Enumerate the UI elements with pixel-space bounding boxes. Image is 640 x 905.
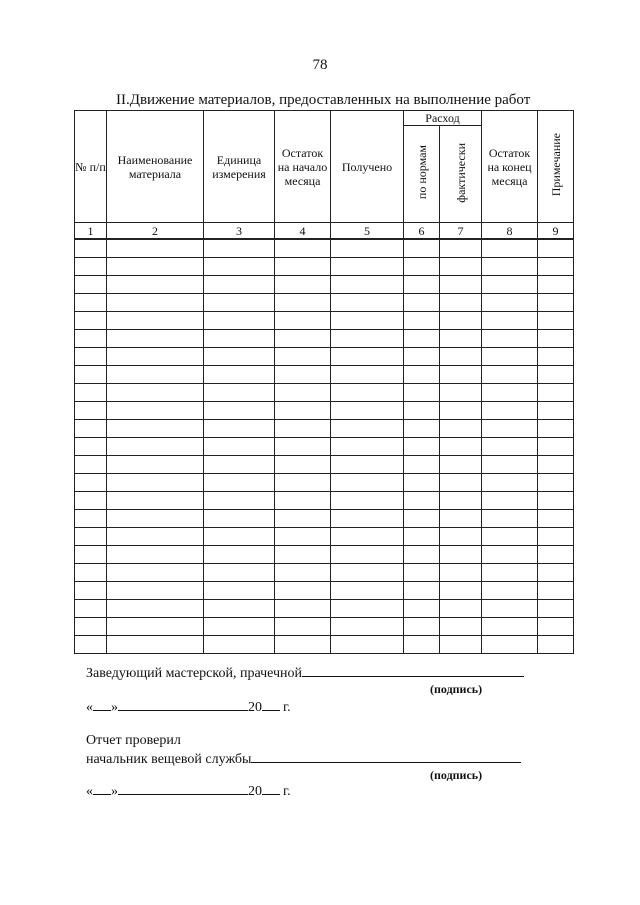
table-cell[interactable] <box>440 456 482 474</box>
table-cell[interactable] <box>482 294 538 312</box>
table-cell[interactable] <box>538 600 574 618</box>
table-cell[interactable] <box>107 600 204 618</box>
page-number: 78 <box>312 57 328 73</box>
chief-signature-blank[interactable] <box>251 750 521 763</box>
table-cell[interactable] <box>538 402 574 420</box>
table-cell[interactable] <box>482 420 538 438</box>
table-cell[interactable] <box>482 564 538 582</box>
column-number: 8 <box>482 223 538 240</box>
table-cell[interactable] <box>538 528 574 546</box>
table-cell[interactable] <box>75 348 107 366</box>
table-cell[interactable] <box>482 438 538 456</box>
table-cell[interactable] <box>275 582 331 600</box>
table-cell[interactable] <box>107 528 204 546</box>
column-number: 3 <box>204 223 275 240</box>
table-row <box>75 366 574 384</box>
table-cell[interactable] <box>275 348 331 366</box>
table-cell[interactable] <box>331 636 404 654</box>
table-cell[interactable] <box>204 294 275 312</box>
table-row <box>75 330 574 348</box>
table-cell[interactable] <box>275 312 331 330</box>
column-number-row <box>75 223 574 240</box>
table-cell[interactable] <box>275 384 331 402</box>
table-cell[interactable] <box>331 474 404 492</box>
table-cell[interactable] <box>440 510 482 528</box>
table-cell[interactable] <box>404 402 440 420</box>
table-cell[interactable] <box>482 474 538 492</box>
table-cell[interactable] <box>204 348 275 366</box>
table-cell[interactable] <box>204 330 275 348</box>
table-cell[interactable] <box>538 438 574 456</box>
table-cell[interactable] <box>75 258 107 276</box>
table-cell[interactable] <box>275 438 331 456</box>
table-cell[interactable] <box>538 618 574 636</box>
table-cell[interactable] <box>204 528 275 546</box>
table-row <box>75 564 574 582</box>
head-signature-caption: (подпись) <box>430 682 483 696</box>
table-cell[interactable] <box>75 294 107 312</box>
table-cell[interactable] <box>538 239 574 258</box>
table-cell[interactable] <box>75 618 107 636</box>
date-close: » <box>111 784 118 799</box>
table-cell[interactable] <box>331 366 404 384</box>
table-row <box>75 636 574 654</box>
table-cell[interactable] <box>204 582 275 600</box>
table-cell[interactable] <box>204 276 275 294</box>
table-cell[interactable] <box>482 384 538 402</box>
table-row <box>75 510 574 528</box>
table-cell[interactable] <box>331 276 404 294</box>
table-cell[interactable] <box>482 348 538 366</box>
table-cell[interactable] <box>538 582 574 600</box>
table-cell[interactable] <box>275 600 331 618</box>
table-cell[interactable] <box>538 276 574 294</box>
table-cell[interactable] <box>75 600 107 618</box>
table-cell[interactable] <box>331 618 404 636</box>
table-cell[interactable] <box>482 528 538 546</box>
table-row <box>75 312 574 330</box>
table-cell[interactable] <box>404 492 440 510</box>
table-cell[interactable] <box>331 546 404 564</box>
header-num: № п/п <box>75 111 107 223</box>
table-cell[interactable] <box>275 510 331 528</box>
table-cell[interactable] <box>107 294 204 312</box>
table-cell[interactable] <box>75 546 107 564</box>
table-cell[interactable] <box>404 474 440 492</box>
table-row <box>75 402 574 420</box>
table-cell[interactable] <box>482 276 538 294</box>
table-cell[interactable] <box>75 564 107 582</box>
header-expense-actual-text: фактически <box>453 142 468 203</box>
table-row <box>75 420 574 438</box>
table-cell[interactable] <box>440 546 482 564</box>
table-cell[interactable] <box>107 420 204 438</box>
table-cell[interactable] <box>440 366 482 384</box>
table-cell[interactable] <box>75 276 107 294</box>
table-cell[interactable] <box>440 636 482 654</box>
table-cell[interactable] <box>75 456 107 474</box>
table-row <box>75 456 574 474</box>
table-cell[interactable] <box>440 474 482 492</box>
table-cell[interactable] <box>404 276 440 294</box>
table-cell[interactable] <box>75 366 107 384</box>
table-cell[interactable] <box>107 366 204 384</box>
table-cell[interactable] <box>107 564 204 582</box>
table-cell[interactable] <box>331 582 404 600</box>
table-cell[interactable] <box>440 276 482 294</box>
header-start-balance: Остаток на начало месяца <box>275 111 331 223</box>
date-close: » <box>111 700 118 715</box>
table-cell[interactable] <box>404 366 440 384</box>
table-cell[interactable] <box>404 438 440 456</box>
table-cell[interactable] <box>204 438 275 456</box>
table-cell[interactable] <box>275 294 331 312</box>
table-cell[interactable] <box>275 528 331 546</box>
table-row <box>75 474 574 492</box>
table-cell[interactable] <box>440 528 482 546</box>
table-cell[interactable] <box>482 546 538 564</box>
table-cell[interactable] <box>331 492 404 510</box>
table-cell[interactable] <box>275 564 331 582</box>
table-cell[interactable] <box>275 366 331 384</box>
year-prefix: 20 <box>248 784 262 799</box>
table-cell[interactable] <box>404 618 440 636</box>
date-line-1 <box>86 698 291 716</box>
table-cell[interactable] <box>538 510 574 528</box>
table-row <box>75 546 574 564</box>
table-cell[interactable] <box>331 330 404 348</box>
column-number: 1 <box>75 223 107 240</box>
header-name: Наименование материала <box>107 111 204 223</box>
table-row <box>75 528 574 546</box>
table-cell[interactable] <box>204 492 275 510</box>
table-cell[interactable] <box>404 636 440 654</box>
table-cell[interactable] <box>482 239 538 258</box>
table-cell[interactable] <box>75 330 107 348</box>
table-cell[interactable] <box>107 636 204 654</box>
table-cell[interactable] <box>331 528 404 546</box>
table-cell[interactable] <box>482 456 538 474</box>
table-row <box>75 384 574 402</box>
table-cell[interactable] <box>538 420 574 438</box>
table-cell[interactable] <box>107 348 204 366</box>
table-cell[interactable] <box>331 438 404 456</box>
table-cell[interactable] <box>404 294 440 312</box>
table-cell[interactable] <box>107 546 204 564</box>
table-cell[interactable] <box>440 438 482 456</box>
table-cell[interactable] <box>538 312 574 330</box>
table-cell[interactable] <box>204 258 275 276</box>
table-cell[interactable] <box>204 239 275 258</box>
table-cell[interactable] <box>75 636 107 654</box>
year-suffix: г. <box>283 700 291 715</box>
table-row <box>75 239 574 258</box>
table-cell[interactable] <box>204 600 275 618</box>
table-cell[interactable] <box>275 474 331 492</box>
table-cell[interactable] <box>538 330 574 348</box>
table-cell[interactable] <box>75 474 107 492</box>
table-cell[interactable] <box>107 276 204 294</box>
table-cell[interactable] <box>107 618 204 636</box>
table-cell[interactable] <box>107 258 204 276</box>
table-cell[interactable] <box>440 618 482 636</box>
table-cell[interactable] <box>107 330 204 348</box>
table-cell[interactable] <box>404 312 440 330</box>
table-cell[interactable] <box>107 456 204 474</box>
date-open: « <box>86 700 93 715</box>
table-cell[interactable] <box>107 384 204 402</box>
table-cell[interactable] <box>75 582 107 600</box>
table-cell[interactable] <box>538 546 574 564</box>
table-cell[interactable] <box>404 330 440 348</box>
table-cell[interactable] <box>204 564 275 582</box>
table-cell[interactable] <box>404 239 440 258</box>
table-cell[interactable] <box>404 528 440 546</box>
table-row <box>75 294 574 312</box>
table-cell[interactable] <box>107 312 204 330</box>
table-cell[interactable] <box>404 456 440 474</box>
table-cell[interactable] <box>275 258 331 276</box>
table-cell[interactable] <box>275 492 331 510</box>
table-cell[interactable] <box>275 239 331 258</box>
table-cell[interactable] <box>482 258 538 276</box>
table-cell[interactable] <box>440 582 482 600</box>
table-cell[interactable] <box>107 582 204 600</box>
table-cell[interactable] <box>482 636 538 654</box>
header-expense-actual <box>440 126 482 223</box>
table-cell[interactable] <box>204 384 275 402</box>
table-cell[interactable] <box>331 456 404 474</box>
header-expense-norm-text: по нормам <box>414 145 429 200</box>
chief-label: начальник вещевой службы <box>86 752 252 767</box>
table-cell[interactable] <box>538 492 574 510</box>
head-signature-blank[interactable] <box>302 664 524 677</box>
table-cell[interactable] <box>204 366 275 384</box>
table-cell[interactable] <box>440 239 482 258</box>
table-cell[interactable] <box>482 366 538 384</box>
table-cell[interactable] <box>75 510 107 528</box>
table-cell[interactable] <box>331 258 404 276</box>
table-row <box>75 276 574 294</box>
column-number: 6 <box>404 223 440 240</box>
table-cell[interactable] <box>275 456 331 474</box>
table-cell[interactable] <box>275 636 331 654</box>
checked-label: Отчет проверил <box>86 733 181 748</box>
table-cell[interactable] <box>404 564 440 582</box>
table-cell[interactable] <box>482 600 538 618</box>
date-open: « <box>86 784 93 799</box>
column-number: 7 <box>440 223 482 240</box>
table-cell[interactable] <box>107 492 204 510</box>
table-cell[interactable] <box>275 420 331 438</box>
table-cell[interactable] <box>404 582 440 600</box>
year-blank[interactable] <box>262 782 280 795</box>
table-cell[interactable] <box>275 330 331 348</box>
month-blank[interactable] <box>118 782 248 795</box>
table-cell[interactable] <box>404 600 440 618</box>
table-cell[interactable] <box>275 276 331 294</box>
table-cell[interactable] <box>204 456 275 474</box>
table-cell[interactable] <box>482 492 538 510</box>
table-cell[interactable] <box>204 474 275 492</box>
table-cell[interactable] <box>204 510 275 528</box>
table-cell[interactable] <box>204 636 275 654</box>
table-cell[interactable] <box>275 546 331 564</box>
table-cell[interactable] <box>404 348 440 366</box>
year-prefix: 20 <box>248 700 262 715</box>
table-cell[interactable] <box>440 294 482 312</box>
table-cell[interactable] <box>331 348 404 366</box>
year-suffix: г. <box>283 784 291 799</box>
head-signature-line <box>86 664 524 682</box>
table-cell[interactable] <box>275 402 331 420</box>
table-cell[interactable] <box>538 294 574 312</box>
table-cell[interactable] <box>440 330 482 348</box>
table-cell[interactable] <box>107 474 204 492</box>
table-cell[interactable] <box>404 546 440 564</box>
table-cell[interactable] <box>440 258 482 276</box>
table-cell[interactable] <box>75 420 107 438</box>
column-number: 4 <box>275 223 331 240</box>
table-row <box>75 582 574 600</box>
table-cell[interactable] <box>331 564 404 582</box>
chief-signature-line <box>86 750 521 768</box>
day-blank[interactable] <box>93 782 111 795</box>
materials-table <box>74 110 574 654</box>
table-row <box>75 258 574 276</box>
table-cell[interactable] <box>75 239 107 258</box>
date-line-2 <box>86 782 291 800</box>
table-cell[interactable] <box>404 420 440 438</box>
table-cell[interactable] <box>440 600 482 618</box>
table-cell[interactable] <box>204 402 275 420</box>
table-cell[interactable] <box>440 420 482 438</box>
table-cell[interactable] <box>331 384 404 402</box>
table-cell[interactable] <box>331 294 404 312</box>
table-cell[interactable] <box>538 384 574 402</box>
header-note-text: Примечание <box>548 133 563 197</box>
table-cell[interactable] <box>107 510 204 528</box>
table-cell[interactable] <box>331 420 404 438</box>
month-blank[interactable] <box>118 698 248 711</box>
table-cell[interactable] <box>440 402 482 420</box>
header-expense: Расход <box>404 111 482 126</box>
table-cell[interactable] <box>538 474 574 492</box>
table-cell[interactable] <box>482 402 538 420</box>
table-cell[interactable] <box>107 402 204 420</box>
header-end-balance: Остаток на конец месяца <box>482 111 538 223</box>
header-expense-norm <box>404 126 440 223</box>
head-label: Заведующий мастерской, прачечной <box>86 666 303 681</box>
column-number: 2 <box>107 223 204 240</box>
table-cell[interactable] <box>482 510 538 528</box>
table-cell[interactable] <box>538 564 574 582</box>
table-cell[interactable] <box>331 510 404 528</box>
table-cell[interactable] <box>440 492 482 510</box>
table-cell[interactable] <box>75 438 107 456</box>
table-cell[interactable] <box>482 312 538 330</box>
table-cell[interactable] <box>331 402 404 420</box>
table-cell[interactable] <box>538 366 574 384</box>
header-received: Получено <box>331 111 404 223</box>
table-row <box>75 438 574 456</box>
table-cell[interactable] <box>482 582 538 600</box>
header-note <box>538 111 574 223</box>
table-cell[interactable] <box>440 384 482 402</box>
table-cell[interactable] <box>538 456 574 474</box>
table-cell[interactable] <box>331 312 404 330</box>
table-cell[interactable] <box>538 258 574 276</box>
table-cell[interactable] <box>204 312 275 330</box>
table-cell[interactable] <box>204 618 275 636</box>
column-number: 9 <box>538 223 574 240</box>
table-cell[interactable] <box>538 348 574 366</box>
table-cell[interactable] <box>107 239 204 258</box>
table-cell[interactable] <box>404 258 440 276</box>
table-cell[interactable] <box>538 636 574 654</box>
table-cell[interactable] <box>75 402 107 420</box>
table-cell[interactable] <box>204 420 275 438</box>
year-blank[interactable] <box>262 698 280 711</box>
table-cell[interactable] <box>440 564 482 582</box>
table-cell[interactable] <box>404 510 440 528</box>
header-unit: Единица измерения <box>204 111 275 223</box>
table-cell[interactable] <box>404 384 440 402</box>
table-cell[interactable] <box>275 618 331 636</box>
table-cell[interactable] <box>75 528 107 546</box>
chief-signature-caption: (подпись) <box>430 768 483 782</box>
table-cell[interactable] <box>75 312 107 330</box>
table-cell[interactable] <box>331 239 404 258</box>
table-cell[interactable] <box>204 546 275 564</box>
table-cell[interactable] <box>482 618 538 636</box>
table-body <box>75 239 574 654</box>
table-cell[interactable] <box>482 330 538 348</box>
table-row <box>75 600 574 618</box>
table-cell[interactable] <box>440 348 482 366</box>
table-cell[interactable] <box>75 492 107 510</box>
table-cell[interactable] <box>440 312 482 330</box>
table-row <box>75 618 574 636</box>
table-row <box>75 492 574 510</box>
section-title: II.Движение материалов, предоставленных на выполнение работ <box>116 92 531 108</box>
day-blank[interactable] <box>93 698 111 711</box>
table-cell[interactable] <box>107 438 204 456</box>
table-cell[interactable] <box>75 384 107 402</box>
table-cell[interactable] <box>331 600 404 618</box>
column-number: 5 <box>331 223 404 240</box>
table-row <box>75 348 574 366</box>
